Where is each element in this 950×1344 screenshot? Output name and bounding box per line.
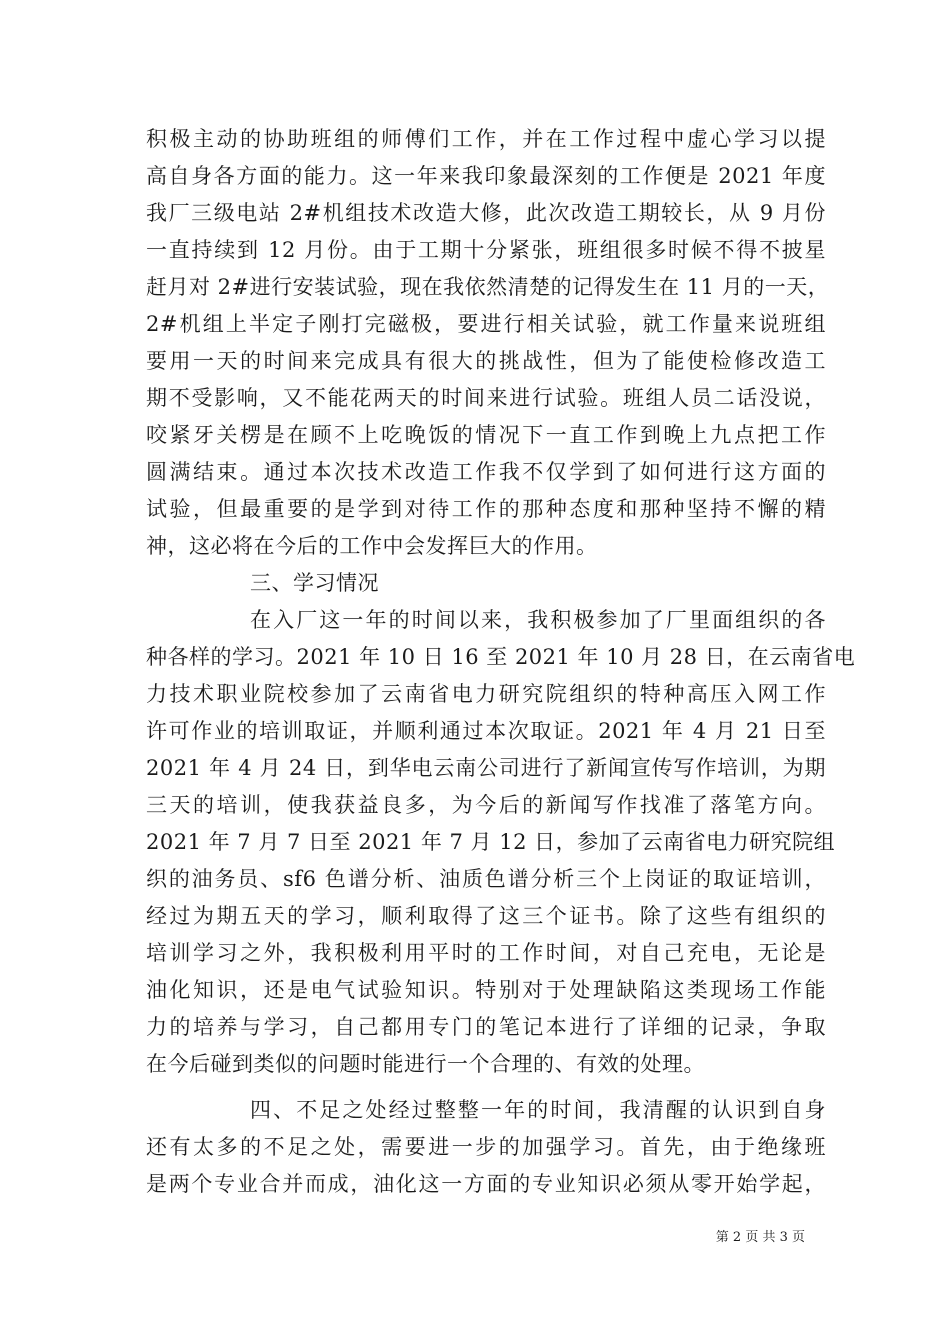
text-line: 赶月对 2#进行安装试验，现在我依然清楚的记得发生在 11 月的一天，: [146, 275, 830, 299]
text-line: 培训学习之外，我积极利用平时的工作时间，对自己充电，无论是: [146, 941, 826, 965]
section-heading: 三、学习情况: [250, 571, 379, 595]
text-line: 还有太多的不足之处，需要进一步的加强学习。首先，由于绝缘班: [146, 1135, 826, 1159]
text-line: 积极主动的协助班组的师傅们工作，并在工作过程中虚心学习以提: [146, 127, 826, 151]
text-line: 我厂三级电站 2#机组技术改造大修，此次改造工期较长，从 9 月份: [146, 201, 826, 225]
text-line: 是两个专业合并而成，油化这一方面的专业知识必须从零开始学起，: [146, 1172, 826, 1196]
text-line: 三天的培训，使我获益良多，为今后的新闻写作找准了落笔方向。: [146, 793, 826, 817]
text-line: 2021 年 7 月 7 日至 2021 年 7 月 12 日，参加了云南省电力研究院组: [146, 830, 836, 854]
text-line: 试验，但最重要的是学到对待工作的那种态度和那种坚持不懈的精: [146, 497, 826, 521]
text-line: 要用一天的时间来完成具有很大的挑战性，但为了能使检修改造工: [146, 349, 826, 373]
text-line: 在入厂这一年的时间以来，我积极参加了厂里面组织的各: [250, 608, 826, 632]
text-line: 一直持续到 12 月份。由于工期十分紧张，班组很多时候不得不披星: [146, 238, 826, 262]
text-line: 经过为期五天的学习，顺利取得了这三个证书。除了这些有组织的: [146, 904, 826, 928]
page-number-footer: 第 2 页 共 3 页: [715, 1230, 805, 1245]
text-line: 圆满结束。通过本次技术改造工作我不仅学到了如何进行这方面的: [146, 460, 826, 484]
text-line: 在今后碰到类似的问题时能进行一个合理的、有效的处理。: [146, 1052, 705, 1076]
text-line: 期不受影响，又不能花两天的时间来进行试验。班组人员二话没说，: [146, 386, 826, 410]
text-line: 高自身各方面的能力。这一年来我印象最深刻的工作便是 2021 年度: [146, 164, 826, 188]
text-line: 力的培养与学习，自己都用专门的笔记本进行了详细的记录，争取: [146, 1015, 826, 1039]
text-line: 种各样的学习。2021 年 10 日 16 至 2021 年 10 月 28 日，在云南省电: [146, 645, 856, 669]
text-line: 织的油务员、sf6 色谱分析、油质色谱分析三个上岗证的取证培训，: [146, 867, 826, 891]
text-line: 2#机组上半定子刚打完磁极，要进行相关试验，就工作量来说班组: [146, 312, 826, 336]
text-line: 神，这必将在今后的工作中会发挥巨大的作用。: [146, 534, 598, 558]
text-line: 油化知识，还是电气试验知识。特别对于处理缺陷这类现场工作能: [146, 978, 826, 1002]
text-line: 许可作业的培训取证，并顺利通过本次取证。2021 年 4 月 21 日至: [146, 719, 826, 743]
text-line: 力技术职业院校参加了云南省电力研究院组织的特种高压入网工作: [146, 682, 826, 706]
text-line: 咬紧牙关楞是在顾不上吃晚饭的情况下一直工作到晚上九点把工作: [146, 423, 826, 447]
section-heading-line: 四、不足之处经过整整一年的时间，我清醒的认识到自身: [250, 1098, 826, 1122]
text-line: 2021 年 4 月 24 日，到华电云南公司进行了新闻宣传写作培训，为期: [146, 756, 826, 780]
